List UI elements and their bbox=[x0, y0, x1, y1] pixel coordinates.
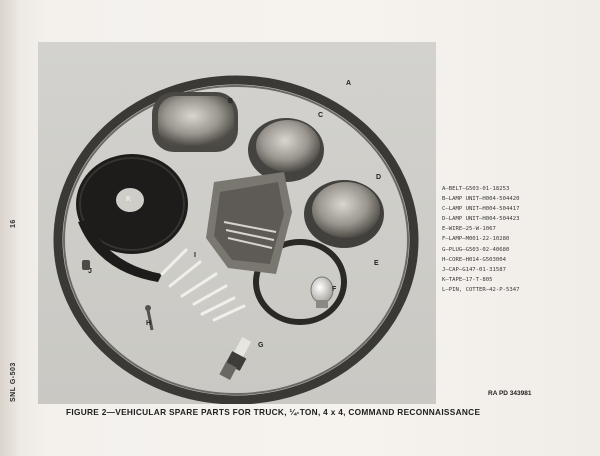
side-document-code: SNL G-503 bbox=[10, 362, 17, 402]
legend-item: L—PIN, COTTER—42-P-5347 bbox=[442, 286, 520, 293]
ra-pd-number: RA PD 343981 bbox=[488, 390, 532, 397]
callout-g: G bbox=[258, 342, 264, 349]
lamp-unit-b bbox=[152, 92, 238, 152]
lamp-unit-c bbox=[248, 118, 324, 182]
legend-item: K—TAPE—17-T-805 bbox=[442, 276, 493, 283]
legend-item: E—WIRE—25-W-1067 bbox=[442, 226, 496, 233]
legend-item: F—LAMP—M001-22-10280 bbox=[442, 236, 510, 243]
lamp-unit-d bbox=[304, 180, 384, 248]
legend-item: D—LAMP UNIT—H004-504423 bbox=[442, 216, 520, 223]
figure-caption: FIGURE 2—VEHICULAR SPARE PARTS FOR TRUCK, ¼-TON, 4 x 4, COMMAND RECONNAISSANCE bbox=[66, 407, 481, 417]
legend-item: B—LAMP UNIT—H004-504420 bbox=[442, 196, 520, 203]
callout-e: E bbox=[374, 260, 379, 267]
photo-illustration bbox=[38, 42, 436, 404]
legend-item: H—CORE—H014-G503004 bbox=[442, 256, 506, 263]
callout-d: D bbox=[376, 174, 382, 181]
callout-b: B bbox=[228, 98, 234, 105]
callout-c: C bbox=[318, 112, 324, 119]
legend-item: C—LAMP UNIT—H004-504417 bbox=[442, 206, 520, 213]
spare-parts-photograph bbox=[38, 42, 436, 404]
callout-i: I bbox=[194, 252, 196, 259]
callout-h: H bbox=[146, 320, 152, 327]
callout-j: J bbox=[88, 268, 92, 275]
legend-item: G—PLUG—G503-02-40680 bbox=[442, 246, 510, 253]
legend-item: J—CAP—G147-01-31587 bbox=[442, 266, 506, 273]
parts-legend bbox=[442, 184, 592, 295]
callout-a: A bbox=[346, 80, 352, 87]
legend-item: A—BELT—G503-01-18253 bbox=[442, 186, 510, 192]
side-page-number: 16 bbox=[10, 219, 17, 228]
callout-k: K bbox=[126, 196, 132, 203]
callout-f: F bbox=[332, 286, 337, 293]
